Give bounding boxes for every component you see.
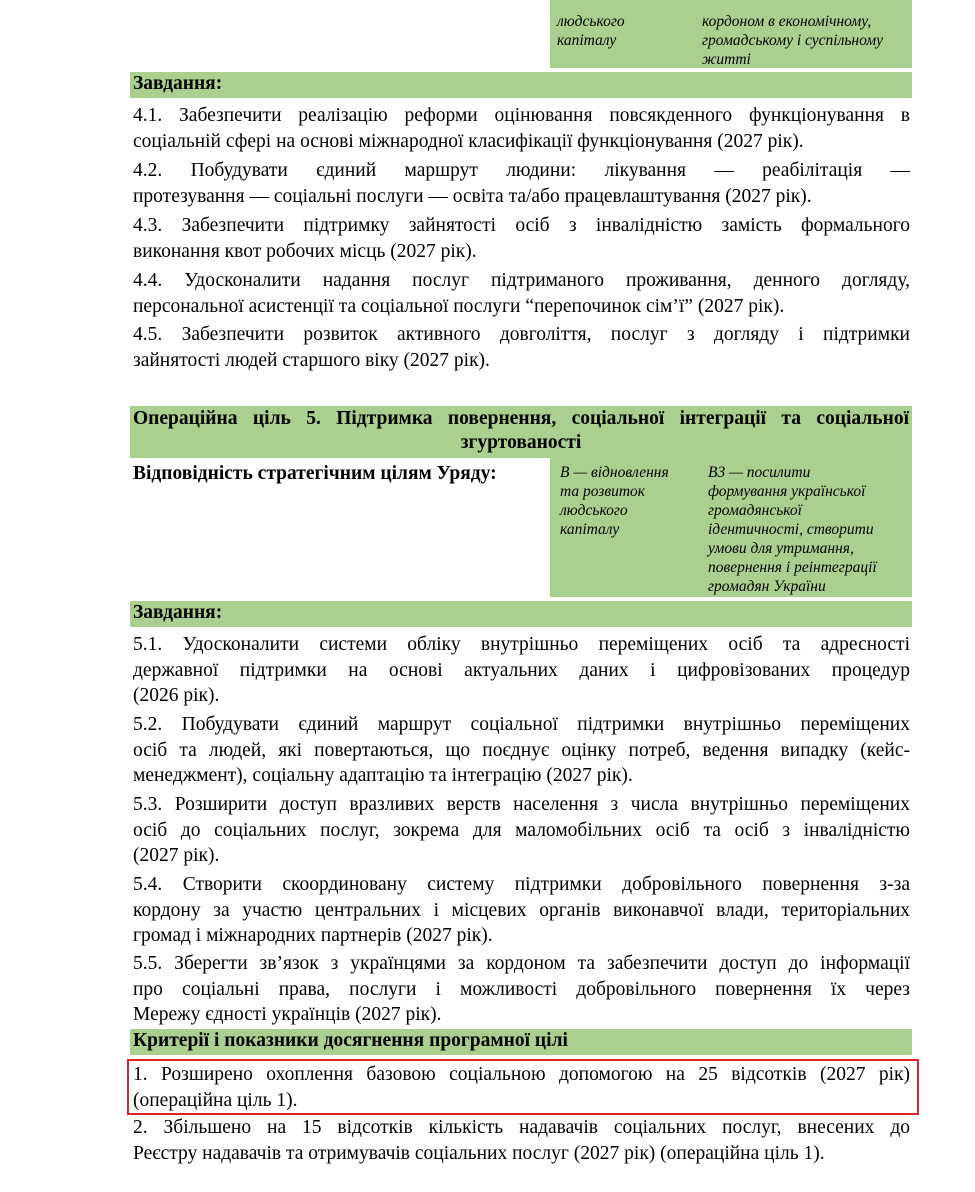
task-4-4 xyxy=(133,268,910,319)
criteria-line: 2. Збільшено на 15 відсотків кількість надавачів соціальних послуг, внесених до xyxy=(133,1117,910,1138)
task-5-5 xyxy=(133,951,910,1028)
task-5-1 xyxy=(133,632,910,709)
task-4-1 xyxy=(133,103,910,154)
task-5-3 xyxy=(133,792,910,869)
table-cell-line: формування української xyxy=(708,483,866,500)
table-cell-line: кордоном в економічному, xyxy=(702,13,872,30)
table-cell-line: умови для утримання, xyxy=(708,540,854,557)
table-cell-line: громадян України xyxy=(708,578,826,595)
table-cell-line: людського xyxy=(560,502,628,519)
task-line: осіб до соціальних послуг, зокрема для маломобільних осіб та осіб з інвалідністю xyxy=(133,819,910,841)
table-cell-line: капіталу xyxy=(560,521,620,538)
task-line: громад і міжнародних партнерів (2027 рік). xyxy=(133,925,493,946)
task-line: соціальній сфері на основі міжнародної класифікації функціонування (2027 рік). xyxy=(133,130,804,152)
table-cell-line: ідентичності, створити xyxy=(708,521,874,538)
section5-title xyxy=(130,406,912,458)
top-table-col1 xyxy=(557,12,692,50)
task-line: персональної асистенції та соціальної послуги “перепочинок сім’ї” (2027 рік). xyxy=(133,295,785,317)
task-line: кордону за участю центральних і місцевих органів виконавчої влади, територіальних xyxy=(133,899,910,921)
task-line: 5.4. Створити скоординовану систему підтримки добровільного повернення з-за xyxy=(133,874,910,895)
table-cell-line: В — відновлення xyxy=(560,464,669,481)
table-cell-line: В3 — посилити xyxy=(708,464,811,481)
task-line: 5.5. Зберегти зв’язок з українцями за кордоном та забезпечити доступ до інформації xyxy=(133,953,910,974)
section4-tasks-heading: Завдання: xyxy=(130,72,912,98)
criteria-item-1 xyxy=(133,1062,910,1113)
table-cell-line: житті xyxy=(702,51,751,68)
task-line: 4.4. Удосконалити надання послуг підтриманого проживання, денного догляду, xyxy=(133,270,910,291)
task-4-3 xyxy=(133,213,910,264)
section-title-line: згуртованості xyxy=(460,432,582,453)
alignment-goal-col1 xyxy=(560,463,695,539)
task-line: осіб та людей, які повертаються, що поєднує оцінку потреб, ведення випадку (кейс- xyxy=(133,739,910,761)
task-5-4 xyxy=(133,872,910,949)
task-line: 4.3. Забезпечити підтримку зайнятості осіб з інвалідністю замість формального xyxy=(133,215,910,236)
task-line: Мережу єдності українців (2027 рік). xyxy=(133,1004,442,1025)
criteria-line: 1. Розширено охоплення базовою соціальною допомогою на 25 відсотків (2027 рік) xyxy=(133,1064,910,1085)
table-cell-line: людського xyxy=(557,13,625,30)
task-line: протезування — соціальні послуги — освіта та/або працевлаштування (2027 рік). xyxy=(133,185,812,207)
task-line: 4.1. Забезпечити реалізацію реформи оцінювання повсякденного функціонування в xyxy=(133,105,910,126)
task-line: 5.3. Розширити доступ вразливих верств населення з числа внутрішньо переміщених xyxy=(133,794,910,815)
task-line: 4.2. Побудувати єдиний маршрут людини: лікування — реабілітація — xyxy=(133,160,910,181)
task-5-2 xyxy=(133,712,910,789)
criteria-line: Реєстру надавачів та отримувачів соціальних послуг (2027 рік) (операційна ціль 1). xyxy=(133,1142,825,1164)
table-cell-line: громадському і суспільному xyxy=(702,32,884,49)
alignment-label: Відповідність стратегічним цілям Уряду: xyxy=(133,463,497,484)
criteria-line: (операційна ціль 1). xyxy=(133,1089,298,1111)
criteria-item-2 xyxy=(133,1115,910,1166)
table-cell-line: та розвиток xyxy=(560,483,646,500)
task-line: про соціальні права, послуги і можливості добровільного повернення їх через xyxy=(133,978,910,1000)
task-line: менеджмент), соціальну адаптацію та інтеграцію (2027 рік). xyxy=(133,765,633,786)
section-title-line: Операційна ціль 5. Підтримка повернення, соціальної інтеграції та соціальної xyxy=(133,408,909,429)
criteria-heading: Критерії і показники досягнення програмної цілі xyxy=(130,1029,912,1055)
alignment-goal-col2 xyxy=(708,463,908,596)
task-line: 4.5. Забезпечити розвиток активного довголіття, послуг з догляду і підтримки xyxy=(133,324,910,345)
task-4-2 xyxy=(133,158,910,209)
top-table-col2 xyxy=(702,12,910,69)
task-line: 5.2. Побудувати єдиний маршрут соціальної підтримки внутрішньо переміщених xyxy=(133,714,910,735)
task-4-5 xyxy=(133,322,910,373)
table-cell-line: громадянської xyxy=(708,502,802,519)
task-line: (2027 рік). xyxy=(133,845,220,866)
task-line: 5.1. Удосконалити системи обліку внутрішньо переміщених осіб та адресності xyxy=(133,634,910,655)
task-line: державної підтримки на основі актуальних даних і цифровізованих процедур xyxy=(133,659,910,681)
section5-tasks-heading: Завдання: xyxy=(130,601,912,627)
task-line: виконання квот робочих місць (2027 рік). xyxy=(133,240,477,262)
table-cell-line: повернення і реінтеграції xyxy=(708,559,877,576)
task-line: зайнятості людей старшого віку (2027 рік). xyxy=(133,349,490,371)
task-line: (2026 рік). xyxy=(133,685,220,706)
table-cell-line: капіталу xyxy=(557,32,617,49)
